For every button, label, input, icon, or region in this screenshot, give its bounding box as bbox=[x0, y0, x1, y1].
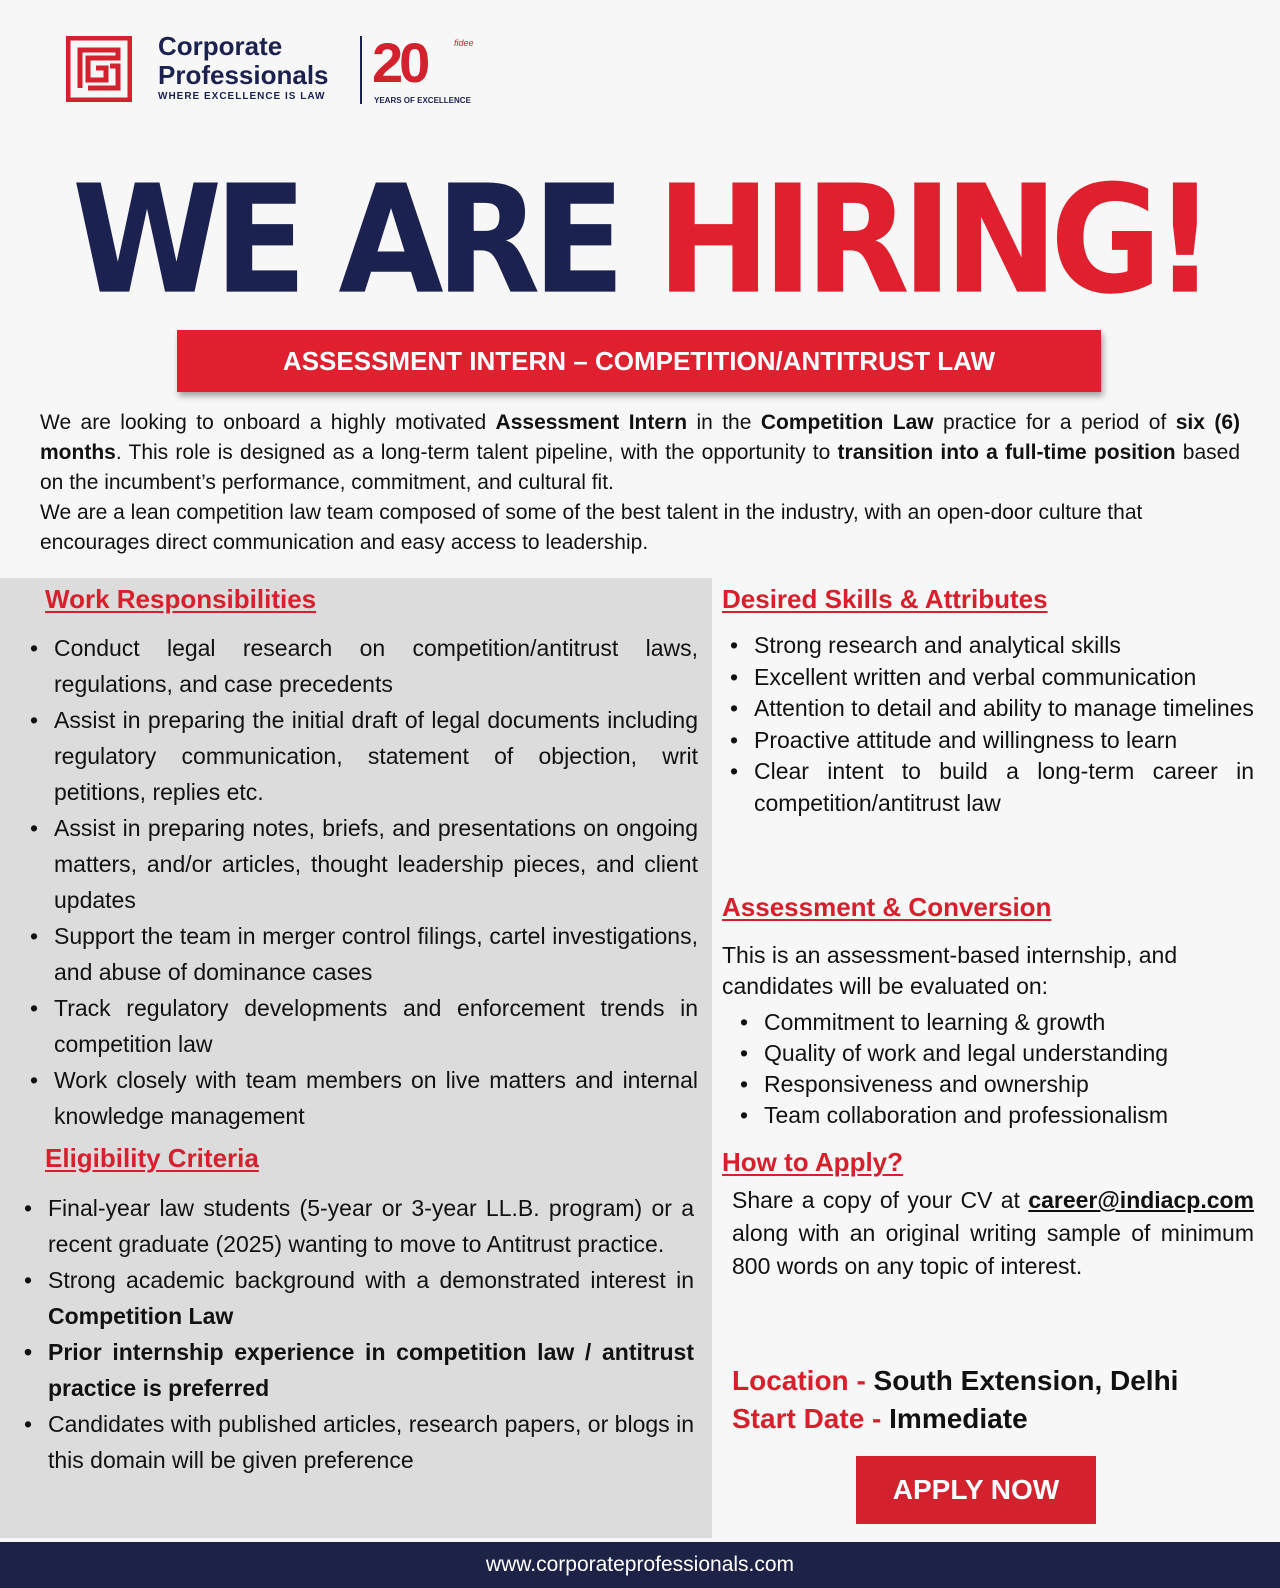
how-to-apply-heading: How to Apply? bbox=[722, 1147, 904, 1177]
list-item: • Strong research and analytical skills bbox=[730, 630, 1254, 662]
anniversary-badge bbox=[372, 32, 482, 108]
list-item: • Commitment to learning & growth bbox=[740, 1007, 1260, 1038]
list-item: • Track regulatory developments and enforcement trends in competition law bbox=[30, 990, 698, 1062]
position-banner: ASSESSMENT INTERN – COMPETITION/ANTITRUST LAW bbox=[177, 330, 1101, 392]
list-item: • Conduct legal research on competition/antitrust laws, regulations, and case precedents bbox=[30, 630, 698, 702]
intro-paragraph-2: We are a lean competition law team composed of some of the best talent in the industry, with an open-door culture that encourages direct communication and easy access to leadership. bbox=[40, 501, 1143, 554]
brand-name-line1: Corporate bbox=[158, 31, 283, 61]
email-link[interactable]: career@indiacp.com bbox=[1028, 1187, 1254, 1213]
anniversary-script: fidee bbox=[454, 38, 474, 48]
list-item: • Assist in preparing the initial draft of legal documents including regulatory communication, statement of objection, writ petitions, replies etc. bbox=[30, 702, 698, 810]
list-item: • Attention to detail and ability to manage timelines bbox=[730, 693, 1254, 725]
work-responsibilities-heading: Work Responsibilities bbox=[45, 584, 317, 614]
intro-paragraph-1: We are looking to onboard a highly motivated Assessment Intern in the Competition Law practice for a period of six (6) months. This role is designed as a long-term talent pipeline, with the opportunity to transition into a full-time position based on the incumbent’s performance, commitment, and cultural fit. bbox=[40, 411, 1241, 494]
list-item: • Clear intent to build a long-term career in competition/antitrust law bbox=[730, 756, 1254, 819]
skills-heading: Desired Skills & Attributes bbox=[722, 584, 1048, 614]
assessment-intro: This is an assessment-based internship, and candidates will be evaluated on: bbox=[722, 942, 1178, 999]
assessment-list bbox=[740, 1007, 1260, 1131]
hero-title-hiring: HIRING! bbox=[656, 154, 1208, 328]
list-item: • Assist in preparing notes, briefs, and presentations on ongoing matters, and/or articles, thought leadership pieces, and client updates bbox=[30, 810, 698, 918]
hero-title-we-are: WE ARE bbox=[72, 154, 657, 328]
company-logo-icon bbox=[66, 36, 132, 102]
brand-name-line2: Professionals bbox=[158, 60, 329, 90]
footer-website-link[interactable]: www.corporateprofessionals.com bbox=[0, 1542, 1280, 1588]
logo-divider bbox=[360, 36, 362, 104]
list-item: • Quality of work and legal understanding bbox=[740, 1038, 1260, 1069]
brand-wordmark bbox=[158, 32, 329, 102]
how-to-apply-text: Share a copy of your CV at career@indiacp.com along with an original writing sample of minimum 800 words on any topic of interest. bbox=[732, 1187, 1254, 1279]
assessment-heading: Assessment & Conversion bbox=[722, 892, 1052, 922]
eligibility-list bbox=[24, 1190, 694, 1478]
brand-tagline: WHERE EXCELLENCE IS LAW bbox=[158, 91, 326, 102]
list-item: • Proactive attitude and willingness to learn bbox=[730, 725, 1254, 757]
list-item: • Final-year law students (5-year or 3-year LL.B. program) or a recent graduate (2025) wanting to move to Antitrust practice. bbox=[24, 1190, 694, 1262]
list-item: • Support the team in merger control filings, cartel investigations, and abuse of dominance cases bbox=[30, 918, 698, 990]
list-item: • Excellent written and verbal communication bbox=[730, 662, 1254, 694]
work-responsibilities-list bbox=[30, 630, 698, 1134]
eligibility-heading: Eligibility Criteria bbox=[45, 1143, 259, 1173]
skills-list bbox=[730, 630, 1254, 819]
start-date-line: Start Date - Immediate bbox=[732, 1403, 1028, 1434]
list-item: • Strong academic background with a demonstrated interest in Competition Law bbox=[24, 1262, 694, 1334]
anniversary-caption: YEARS OF EXCELLENCE bbox=[374, 96, 471, 105]
intro-text bbox=[40, 408, 1240, 558]
location-line: Location - South Extension, Delhi bbox=[732, 1365, 1179, 1396]
apply-now-button[interactable]: APPLY NOW bbox=[856, 1456, 1096, 1524]
anniversary-number: 20 bbox=[372, 31, 427, 94]
list-item: • Responsiveness and ownership bbox=[740, 1069, 1260, 1100]
list-item: • Team collaboration and professionalism bbox=[740, 1100, 1260, 1131]
list-item: • Prior internship experience in competition law / antitrust practice is preferred bbox=[24, 1334, 694, 1406]
list-item: • Work closely with team members on live matters and internal knowledge management bbox=[30, 1062, 698, 1134]
list-item: • Candidates with published articles, research papers, or blogs in this domain will be given preference bbox=[24, 1406, 694, 1478]
location-info bbox=[732, 1362, 1178, 1438]
hero-title bbox=[0, 148, 1280, 335]
